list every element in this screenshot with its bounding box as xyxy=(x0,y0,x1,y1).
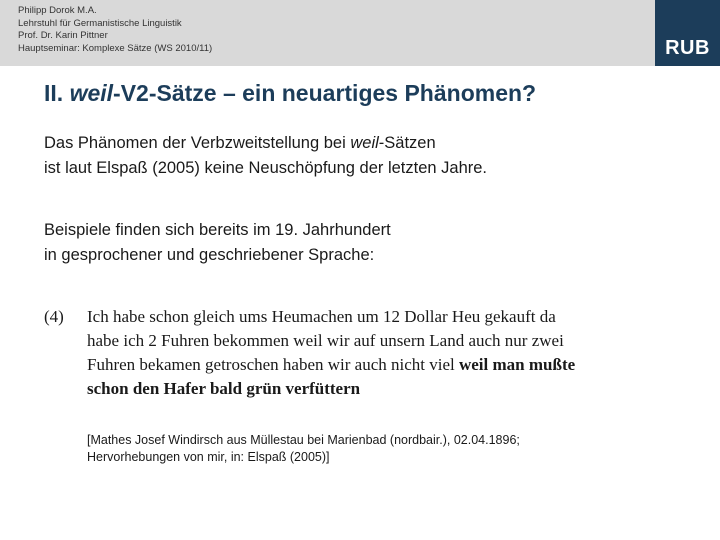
text-span: -Sätzen xyxy=(378,134,436,152)
source-citation xyxy=(87,432,520,466)
paragraph-examples-intro xyxy=(44,218,391,268)
italic-term: weil xyxy=(350,134,379,152)
title-prefix: II. xyxy=(44,80,70,106)
paragraph-intro xyxy=(44,131,487,181)
logo-text: RUB xyxy=(665,37,710,59)
author-line: Philipp Dorok M.A. xyxy=(18,5,97,16)
header-bar xyxy=(0,0,720,66)
text-span: Das Phänomen der Verbzweitstellung bei xyxy=(44,134,351,152)
header-info xyxy=(18,5,212,55)
seminar-line: Hauptseminar: Komplexe Sätze (WS 2010/11) xyxy=(18,42,213,54)
paragraph-line: Beispiele finden sich bereits im 19. Jahrhundert xyxy=(44,221,391,239)
text-span: Fuhren bekamen getroschen haben wir auch nicht viel xyxy=(87,355,459,374)
emphasis-span: schon den Hafer bald grün verfüttern xyxy=(87,379,361,398)
paragraph-line: ist laut Elspaß (2005) keine Neuschöpfung der letzten Jahre. xyxy=(44,159,488,177)
title-suffix: -V2-Sätze – ein neuartiges Phänomen? xyxy=(113,80,537,106)
example-line xyxy=(87,377,677,401)
example-text xyxy=(87,305,677,401)
paragraph-line xyxy=(44,131,487,156)
chair-line: Lehrstuhl für Germanistische Linguistik xyxy=(18,17,182,29)
example-number: (4) xyxy=(44,307,64,326)
paragraph-line: in gesprochener und geschriebener Sprache: xyxy=(44,246,375,264)
professor-line: Prof. Dr. Karin Pittner xyxy=(18,30,108,41)
example-line: habe ich 2 Fuhren bekommen weil wir auf unsern Land auch nur zwei xyxy=(87,331,564,350)
citation-line: Hervorhebungen von mir, in: Elspaß (2005)] xyxy=(87,450,330,464)
citation-line: [Mathes Josef Windirsch aus Müllestau bei Marienbad (nordbair.), 02.04.1896; xyxy=(87,433,520,447)
rub-logo xyxy=(655,0,720,66)
title-italic: weil xyxy=(69,80,114,106)
emphasis-span: weil man mußte xyxy=(458,355,576,374)
example-line xyxy=(87,353,677,377)
slide-title xyxy=(44,80,536,107)
example-line: Ich habe schon gleich ums Heumachen um 12 Dollar Heu gekauft da xyxy=(87,307,556,326)
